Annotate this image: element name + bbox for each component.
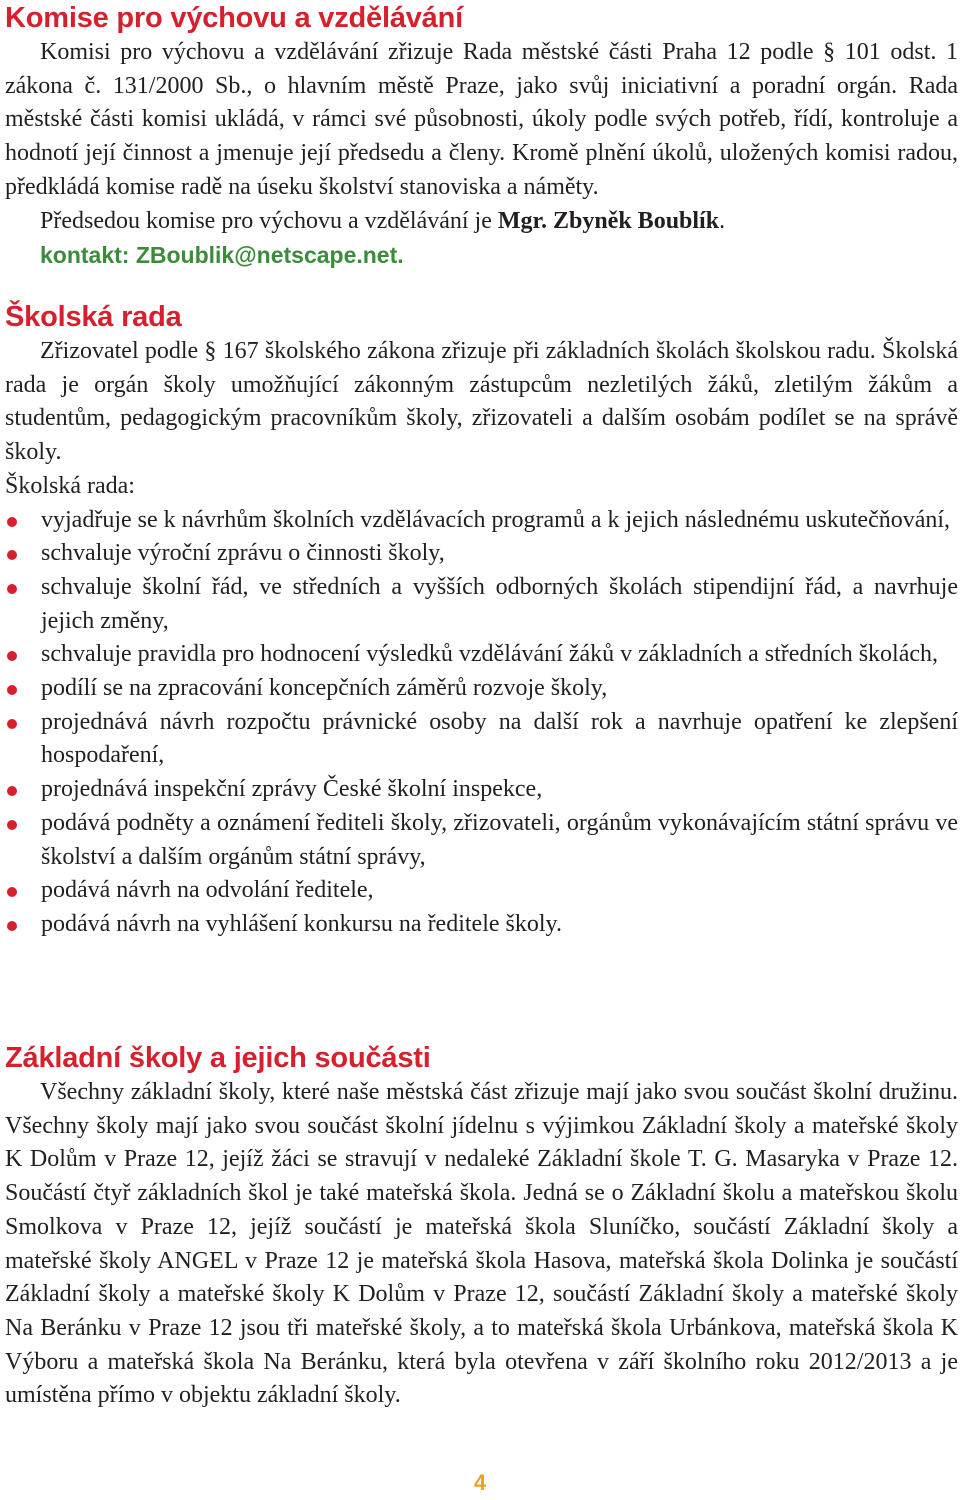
list-item-text: podává návrh na odvolání ředitele, [41, 877, 374, 904]
list-item [5, 807, 958, 874]
chair-prefix: Předsedou komise pro výchovu a vzdělávání je [40, 207, 498, 234]
list-item-text: podává návrh na vyhlášení konkursu na ředitele školy. [41, 910, 562, 937]
chair-suffix: . [719, 207, 726, 234]
chair-name: Mgr. Zbyněk Boublík [497, 207, 720, 234]
section-komise [5, 0, 958, 272]
section-zakladni-skoly [5, 1040, 958, 1413]
list-intro: Školská rada: [5, 472, 135, 499]
list-item [5, 638, 958, 672]
duties-list [5, 504, 958, 942]
bullet-icon [7, 887, 17, 897]
list-item [5, 706, 958, 773]
section-paragraph: Komisi pro výchovu a vzdělávání zřizuje Rada městské části Praha 12 podle § 101 odst. 1 zákona č. 131/2000 Sb., o hlavním městě Praze, jako svůj iniciativní a poradní orgán. Rada městské části komisi ukládá, v rámci své působnosti, úkoly podle svých potřeb, řídí, kontroluje a hodnotí její činnost a jmenuje její předsedu a členy. Kromě plnění úkolů, uložených komisi radou, předkládá komise radě na úseku školství stanoviska a náměty. [5, 39, 958, 200]
list-item-text: podílí se na zpracování koncepčních záměrů rozvoje školy, [41, 675, 608, 702]
list-item-text: projednává inspekční zprávy České školní inspekce, [41, 776, 543, 803]
list-item-text: projednává návrh rozpočtu právnické osoby na další rok a navrhuje opatření ke zlepšení hospodaření, [41, 708, 958, 769]
list-item-text: podává podněty a oznámení řediteli školy, zřizovateli, orgánům vykonávajícím státní správu ve školství a dalším orgánům státní správy, [41, 809, 958, 870]
bullet-icon [7, 685, 17, 695]
bullet-icon [7, 517, 17, 527]
list-item [5, 537, 958, 571]
bullet-icon [7, 820, 17, 830]
bullet-icon [7, 921, 17, 931]
bullet-icon [7, 651, 17, 661]
chair-line [5, 205, 958, 239]
bullet-icon [7, 719, 17, 729]
list-item [5, 874, 958, 908]
section-heading: Komise pro výchovu a vzdělávání [5, 2, 463, 34]
contact-email: kontakt: ZBoublik@netscape.net. [40, 242, 404, 269]
list-item [5, 773, 958, 807]
list-item [5, 571, 958, 638]
section-skolska-rada [5, 299, 958, 942]
list-item-text: schvaluje školní řád, ve středních a vyšších odborných školách stipendijní řád, a navrhuje jejich změny, [41, 573, 958, 634]
list-item-text: vyjadřuje se k návrhům školních vzdělávacích programů a k jejich následnému uskutečňování, [41, 506, 951, 533]
list-item [5, 672, 958, 706]
section-paragraph: Zřizovatel podle § 167 školského zákona zřizuje při základních školách školskou radu. Školská rada je orgán školy umožňující zákonným zástupcům nezletilých žáků, zletilým žákům a studentům, pedagogickým pracovníkům školy, zřizovateli a dalším osobám podílet se na správě školy. [5, 338, 958, 466]
section-heading: Základní školy a jejich součásti [5, 1042, 431, 1074]
section-paragraph: Všechny základní školy, které naše městská část zřizuje mají jako svou součást školní družinu. Všechny školy mají jako svou součást školní jídelnu s výjimkou Základní školy a mateřské školy K Dolům v Praze 12, jejíž žáci se stravují v nedaleké Základní škole T. G. Masaryka v Praze 12. Součástí čtyř základních škol je také mateřská škola. Jedná se o Základní školu a mateřskou školu Smolkova v Praze 12, jejíž součástí je mateřská škola Sluníčko, součástí Základní školy a mateřské školy ANGEL v Praze 12 je mateřská škola Hasova, mateřská škola Dolinka je součástí Základní školy a mateřské školy K Dolům v Praze 12, součástí Základní školy a mateřské školy Na Beránku v Praze 12 jsou tři mateřské školy, a to mateřská škola Urbánkova, mateřská škola K Výboru a mateřská škola Na Beránku, která byla otevřena v září školního roku 2012/2013 a je umístěna přímo v objektu základní školy. [5, 1079, 958, 1409]
section-heading: Školská rada [5, 301, 182, 333]
list-item-text: schvaluje pravidla pro hodnocení výsledků vzdělávání žáků v základních a středních školách, [41, 641, 939, 668]
list-item [5, 504, 958, 538]
bullet-icon [7, 550, 17, 560]
page-number: 4 [473, 1470, 487, 1495]
bullet-icon [7, 786, 17, 796]
list-item [5, 908, 958, 942]
list-item-text: schvaluje výroční zprávu o činnosti školy, [41, 540, 445, 567]
bullet-icon [7, 584, 17, 594]
